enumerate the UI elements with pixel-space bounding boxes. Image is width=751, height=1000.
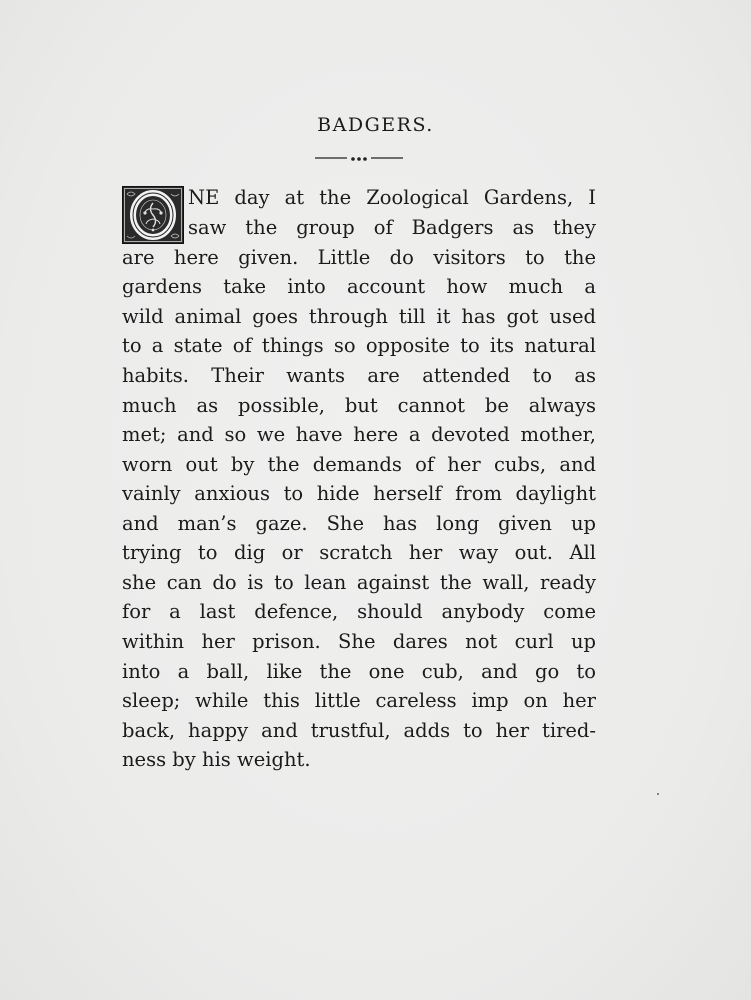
text-line: trying to dig or scratch her way out. All bbox=[122, 541, 596, 564]
text-line: to a state of things so opposite to its natural bbox=[122, 334, 596, 357]
text-line: met; and so we have here a devoted mother, bbox=[122, 423, 596, 446]
text-line: worn out by the demands of her cubs, and bbox=[122, 453, 596, 476]
text-line: are here given. Little do visitors to the bbox=[122, 246, 596, 269]
text-line: habits. Their wants are attended to as bbox=[122, 364, 596, 387]
text-line: gardens take into account how much a bbox=[122, 275, 596, 298]
text-line: and man’s gaze. She has long given up bbox=[122, 512, 596, 535]
text-line: back, happy and trustful, adds to her tired- bbox=[122, 719, 596, 742]
text-line: wild animal goes through till it has got used bbox=[122, 305, 596, 328]
text-line: for a last defence, should anybody come bbox=[122, 600, 596, 623]
text-line: vainly anxious to hide herself from daylight bbox=[122, 482, 596, 505]
page-title: BADGERS. bbox=[317, 114, 434, 136]
text-line: much as possible, but cannot be always bbox=[122, 394, 596, 417]
paper-speck bbox=[657, 793, 659, 795]
title-ornament bbox=[315, 151, 403, 165]
text-line: NE day at the Zoological Gardens, I bbox=[188, 186, 596, 209]
text-line: saw the group of Badgers as they bbox=[188, 216, 596, 239]
text-line: ness by his weight. bbox=[122, 748, 311, 771]
text-line: within her prison. She dares not curl up bbox=[122, 630, 596, 653]
ornamental-drop-cap-o bbox=[122, 186, 184, 244]
text-line: sleep; while this little careless imp on her bbox=[122, 689, 596, 712]
text-line: she can do is to lean against the wall, ready bbox=[122, 571, 596, 594]
text-line: into a ball, like the one cub, and go to bbox=[122, 660, 596, 683]
